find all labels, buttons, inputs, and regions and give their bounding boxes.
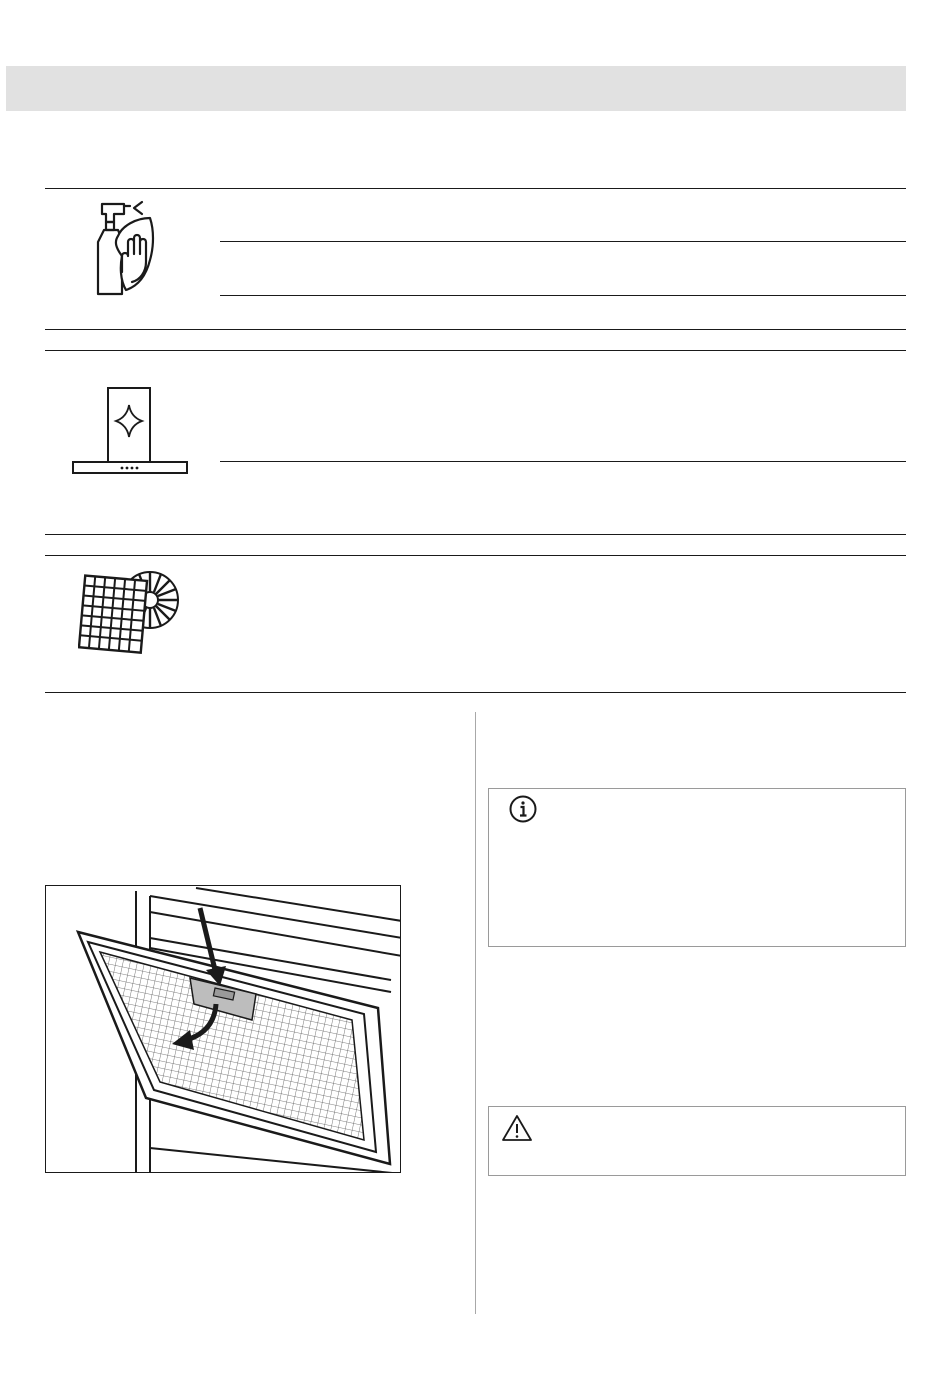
table-rule bbox=[45, 350, 906, 351]
warning-note-box bbox=[488, 1106, 906, 1176]
spray-bottle-cleaning-icon bbox=[92, 196, 164, 296]
cooker-hood-clean-icon bbox=[72, 387, 188, 475]
table-rule bbox=[45, 188, 906, 189]
table-rule bbox=[45, 555, 906, 556]
table-rule bbox=[45, 534, 906, 535]
warning-icon bbox=[501, 1114, 533, 1142]
info-icon bbox=[508, 794, 538, 824]
table-rule bbox=[45, 329, 906, 330]
table-rule bbox=[220, 461, 906, 462]
grease-carbon-filter-icon bbox=[78, 562, 182, 658]
grease-filter-removal-illustration bbox=[45, 885, 401, 1173]
info-note-box bbox=[488, 788, 906, 947]
table-rule bbox=[220, 295, 906, 296]
column-divider bbox=[475, 712, 476, 1314]
table-rule bbox=[220, 241, 906, 242]
section-header-bar bbox=[6, 66, 906, 111]
table-rule bbox=[45, 692, 906, 693]
